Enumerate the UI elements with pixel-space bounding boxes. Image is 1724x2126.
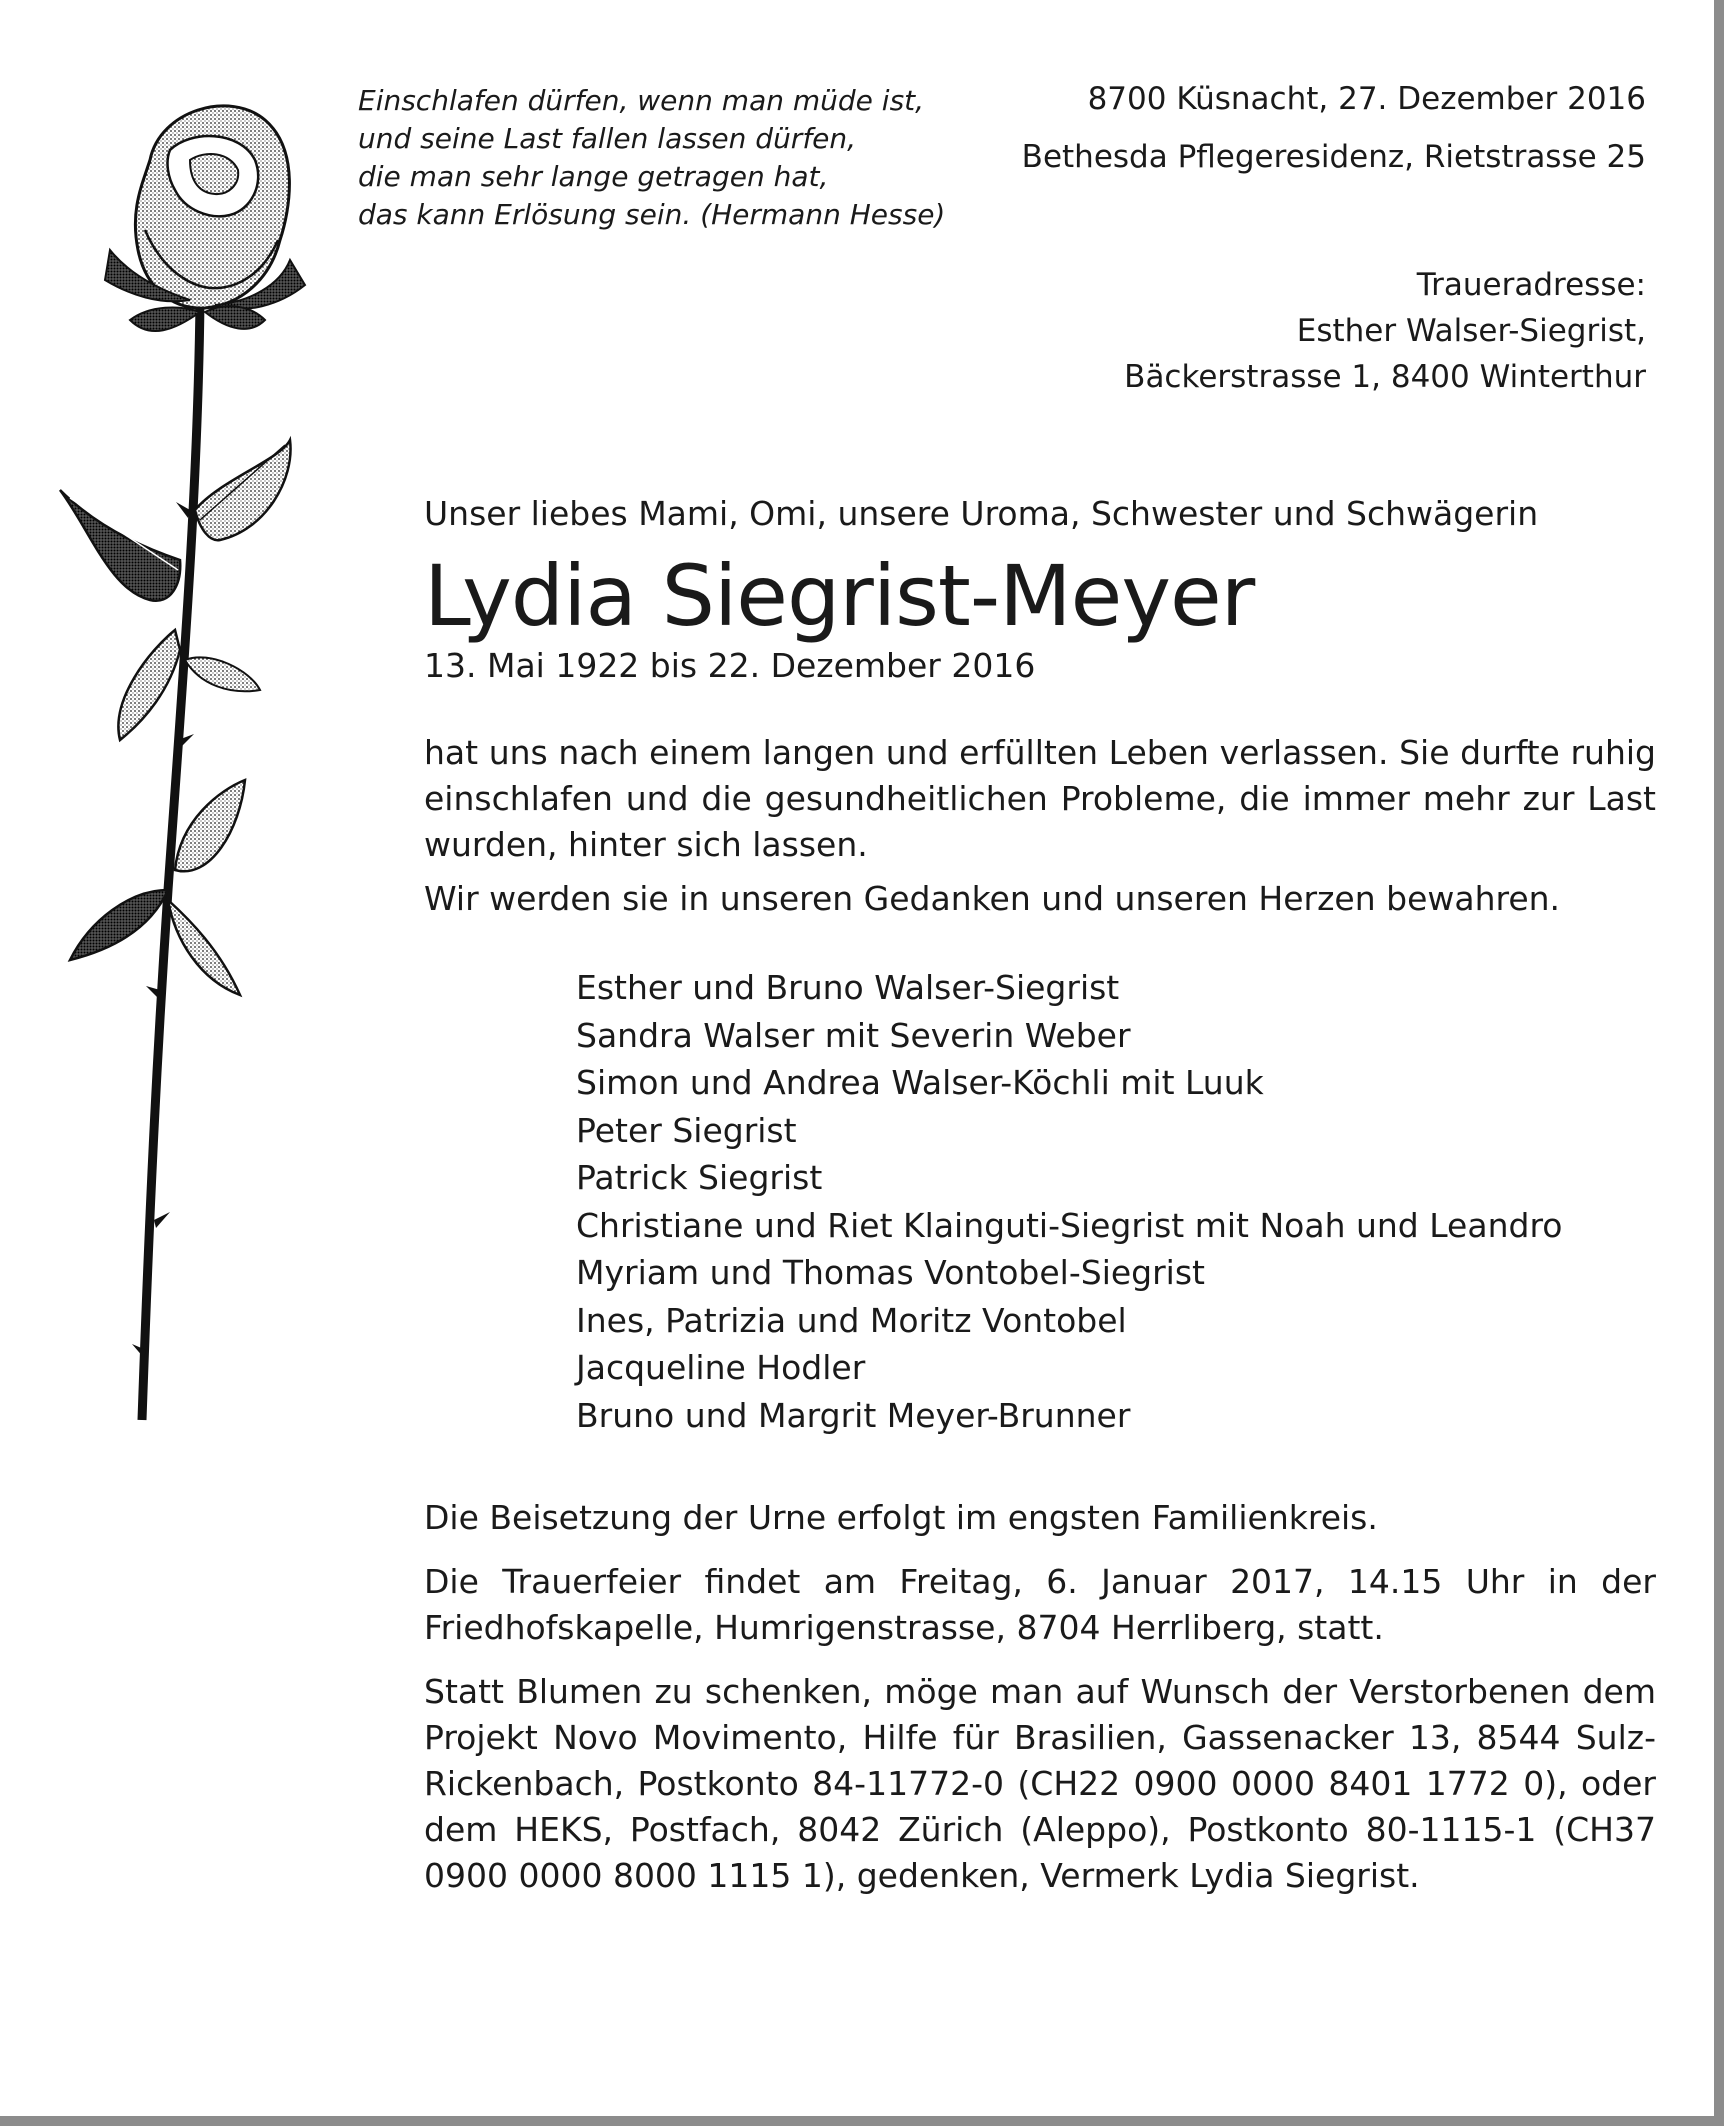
address-name: Esther Walser-Siegrist, (1296, 313, 1646, 349)
quote-line: und seine Last fallen lassen dürfen, (358, 122, 857, 155)
family-member: Peter Siegrist (576, 1110, 797, 1150)
family-member: Sandra Walser mit Severin Weber (576, 1015, 1131, 1055)
place-and-date (1022, 78, 1646, 178)
announcement-body (424, 492, 1656, 1899)
family-member: Jacqueline Hodler (576, 1348, 866, 1387)
mourning-address (1124, 262, 1646, 400)
family-member: Simon und Andrea Walser-Köchli mit Luuk (576, 1063, 1264, 1102)
donation-notice: Statt Blumen zu schenken, möge man auf Wunsch der Verstorbenen dem Projekt Novo Movimento, Hilfe für Brasilien, Gassenacker 13, 8544 Sulz-Rickenbach, Postkonto 84-11772-0 (CH22 0900 0000 8401 1772 0), oder dem HEKS, Postfach, 8042 Zürich (Aleppo), Postkonto 80-1115-1 (CH37 0900 0000 8000 1115 1), gedenken, Vermerk Lydia Siegrist. (424, 1672, 1656, 1895)
family-member: Christiane und Riet Klainguti-Siegrist mit Noah und Leandro (576, 1205, 1563, 1245)
deceased-name: Lydia Siegrist-Meyer (424, 547, 1255, 645)
quote-line: das kann Erlösung sein. (Hermann Hesse) (358, 198, 946, 231)
life-dates: 13. Mai 1922 bis 22. Dezember 2016 (424, 646, 1036, 685)
family-list (576, 964, 1656, 1439)
paragraph-remembrance: Wir werden sie in unseren Gedanken und unseren Herzen bewahren. (424, 879, 1561, 918)
paragraph-passing: hat uns nach einem langen und erfüllten Leben verlassen. Sie durfte ruhig einschlafen und die gesundheitlichen Probleme, die immer mehr zur Last wurden, hinter sich lassen. (424, 733, 1656, 864)
rose-leaves (60, 440, 291, 995)
residence: Bethesda Pflegeresidenz, Rietstrasse 25 (1021, 139, 1646, 175)
family-member: Ines, Patrizia und Moritz Vontobel (576, 1300, 1127, 1340)
address-street: Bäckerstrasse 1, 8400 Winterthur (1124, 359, 1646, 395)
family-member: Bruno und Margrit Meyer-Brunner (576, 1395, 1131, 1435)
epigraph-quote (358, 82, 978, 234)
city-date: 8700 Küsnacht, 27. Dezember 2016 (1087, 81, 1646, 117)
burial-notice: Die Beisetzung der Urne erfolgt im engsten Familienkreis. (424, 1498, 1378, 1537)
family-member: Myriam und Thomas Vontobel-Siegrist (576, 1253, 1205, 1292)
rose-bloom (105, 106, 305, 331)
ceremony-notice: Die Trauerfeier findet am Freitag, 6. Januar 2017, 14.15 Uhr in der Friedhofskapelle, Humrigenstrasse, 8704 Herrliberg, statt. (424, 1562, 1656, 1647)
intro-line: Unser liebes Mami, Omi, unsere Uroma, Schwester und Schwägerin (424, 494, 1539, 533)
quote-line: Einschlafen dürfen, wenn man müde ist, (358, 84, 925, 117)
rose-illustration (50, 90, 370, 1450)
quote-line: die man sehr lange getragen hat, (358, 160, 829, 193)
family-member: Patrick Siegrist (576, 1158, 823, 1197)
address-label: Traueradresse: (1416, 267, 1646, 303)
family-member: Esther und Bruno Walser-Siegrist (576, 968, 1120, 1007)
